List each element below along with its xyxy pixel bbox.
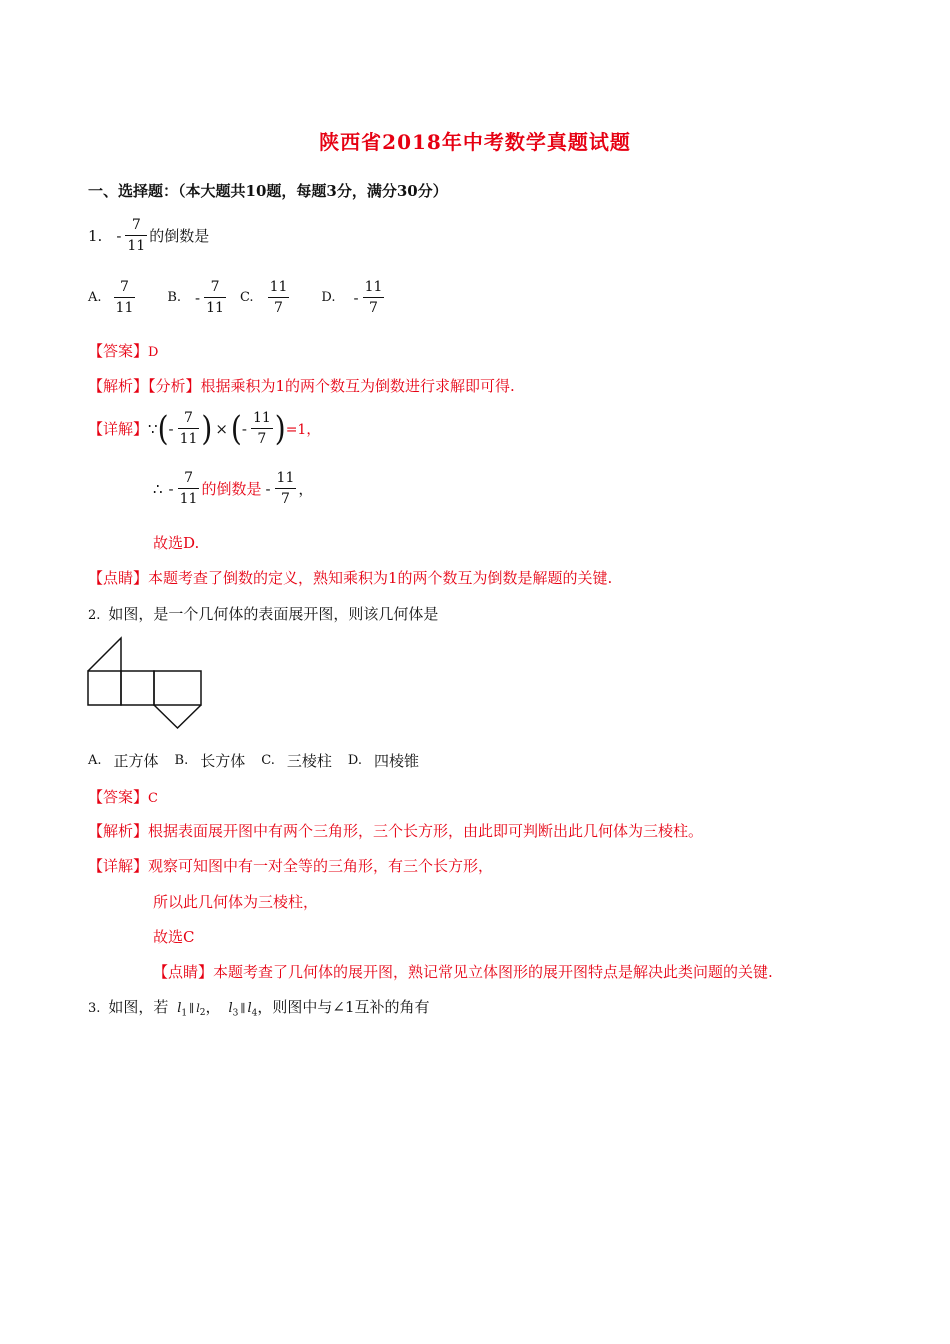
subscript: 4: [251, 1008, 258, 1019]
option-a-label: A.: [88, 753, 102, 768]
denominator: 7: [251, 428, 273, 449]
option-a-label: A.: [88, 290, 102, 305]
fraction: [275, 468, 297, 509]
numerator: 7: [184, 410, 193, 426]
line-l3: [228, 1001, 239, 1019]
option-b-text: 长方体: [200, 752, 246, 770]
parallel-symbol: ∥: [240, 1002, 246, 1015]
fraction: [178, 408, 200, 449]
line-l1: [177, 1001, 188, 1019]
option-a-fraction: [114, 277, 136, 318]
fraction: [125, 215, 147, 256]
minus-sign: -: [116, 226, 122, 245]
numerator: 11: [276, 470, 295, 486]
option-b-label: B.: [167, 290, 182, 305]
q2-choose: 故选C: [153, 928, 195, 946]
numerator: 11: [252, 410, 271, 426]
net-rectangle-1: [88, 671, 121, 705]
numerator: 7: [184, 470, 193, 486]
answer-tag: 【答案】: [88, 788, 149, 806]
net-triangle-bottom: [154, 705, 201, 728]
question-text: 的倒数是: [149, 227, 210, 245]
therefore-symbol: ∴: [153, 479, 163, 498]
denominator: 11: [204, 297, 226, 318]
q2-analysis: 【解析】根据表面展开图中有两个三角形，三个长方形，由此即可判断出此几何体为三棱柱。: [88, 822, 704, 840]
l-symbol: l: [196, 1002, 200, 1015]
q2-options: [88, 750, 419, 771]
numerator: 7: [131, 217, 141, 233]
numerator: 7: [210, 279, 220, 295]
numerator: 11: [364, 279, 383, 295]
minus-sign: -: [265, 479, 271, 498]
subscript: 1: [181, 1008, 188, 1019]
left-paren: (: [157, 408, 169, 448]
subscript: 3: [232, 1008, 239, 1019]
question-1: [88, 215, 209, 256]
parallel-symbol: ∥: [189, 1002, 195, 1015]
answer-value: D: [148, 345, 159, 360]
option-b-fraction: [204, 277, 226, 318]
question-number: 2.: [88, 608, 101, 623]
net-triangle-top: [88, 638, 121, 671]
minus-sign: -: [168, 479, 174, 498]
question-3: [88, 996, 430, 1019]
denominator: 11: [178, 428, 200, 449]
q1-options: [88, 277, 386, 318]
q1-choose: 故选D.: [153, 534, 200, 552]
denominator: 7: [268, 297, 290, 318]
analysis-text: 【分析】根据乘积为1的两个数互为倒数进行求解即可得.: [148, 377, 515, 395]
q1-detail-line2: [153, 468, 313, 509]
option-b-label: B.: [174, 753, 189, 768]
fraction: [251, 408, 273, 449]
option-c-text: 三棱柱: [286, 752, 332, 770]
minus-sign: -: [241, 419, 247, 438]
separator: ，: [205, 998, 221, 1016]
question-number: 1.: [88, 226, 103, 245]
analysis-tag: 【解析】: [88, 377, 149, 395]
l-symbol: l: [247, 1001, 252, 1016]
q1-detail-line1: [88, 408, 320, 449]
option-d-fraction: [363, 277, 385, 318]
denominator: 11: [125, 235, 147, 256]
section-heading: 一、选择题：（本大题共10题，每题3分，满分30分）: [88, 182, 448, 200]
q1-comment: 【点睛】本题考查了倒数的定义，熟知乘积为1的两个数互为倒数是解题的关键.: [88, 569, 613, 587]
l-symbol: l: [228, 1001, 233, 1016]
numerator: 11: [269, 279, 288, 295]
q2-answer: [88, 786, 158, 807]
answer-value: C: [148, 791, 158, 806]
option-d-label: D.: [321, 290, 336, 305]
q2-detail-line2: 所以此几何体为三棱柱，: [153, 893, 319, 911]
question-number: 3.: [88, 1001, 101, 1016]
net-rectangle-2: [121, 671, 154, 705]
q1-answer: [88, 340, 158, 361]
option-c-label: C.: [239, 290, 254, 305]
detail-tag: 【详解】: [88, 420, 149, 438]
denominator: 11: [114, 297, 136, 318]
question-2: [88, 603, 438, 624]
right-paren: ): [201, 408, 213, 448]
net-rectangle-3: [154, 671, 201, 705]
q1-analysis: [88, 375, 515, 396]
page-title: 陕西省2018年中考数学真题试题: [319, 130, 631, 154]
question-text: 如图，是一个几何体的表面展开图，则该几何体是: [108, 605, 439, 623]
denominator: 7: [363, 297, 385, 318]
because-symbol: ∵: [148, 419, 158, 438]
minus-sign: -: [353, 288, 359, 307]
denominator: 7: [275, 488, 297, 509]
option-c-fraction: [268, 277, 290, 318]
question-pre-text: 如图，若: [108, 998, 169, 1016]
equals-one: =1，: [285, 421, 321, 438]
denominator: 11: [178, 488, 200, 509]
question-post-text: ，则图中与∠1互补的角有: [257, 998, 430, 1016]
times-symbol: ×: [215, 419, 228, 438]
subscript: 2: [199, 1008, 206, 1019]
detail-end: ，: [298, 480, 314, 498]
fraction: [178, 468, 200, 509]
left-paren: (: [230, 408, 242, 448]
l-symbol: l: [177, 1001, 182, 1016]
q2-comment: 【点睛】本题考查了几何体的展开图，熟记常见立体图形的展开图特点是解决此类问题的关键.: [153, 963, 773, 981]
q2-detail: 【详解】观察可知图中有一对全等的三角形，有三个长方形，: [88, 857, 494, 875]
line-l4: [247, 1001, 258, 1019]
prism-net-figure: [84, 636, 208, 736]
answer-tag: 【答案】: [88, 342, 149, 360]
detail-mid-text: 的倒数是: [201, 480, 262, 498]
option-d-label: D.: [347, 753, 362, 768]
option-a-text: 正方体: [113, 752, 159, 770]
right-paren: ): [274, 408, 286, 448]
minus-sign: -: [195, 288, 201, 307]
option-c-label: C.: [261, 753, 275, 768]
minus-sign: -: [168, 419, 174, 438]
numerator: 7: [119, 279, 129, 295]
option-d-text: 四棱锥: [373, 752, 419, 770]
